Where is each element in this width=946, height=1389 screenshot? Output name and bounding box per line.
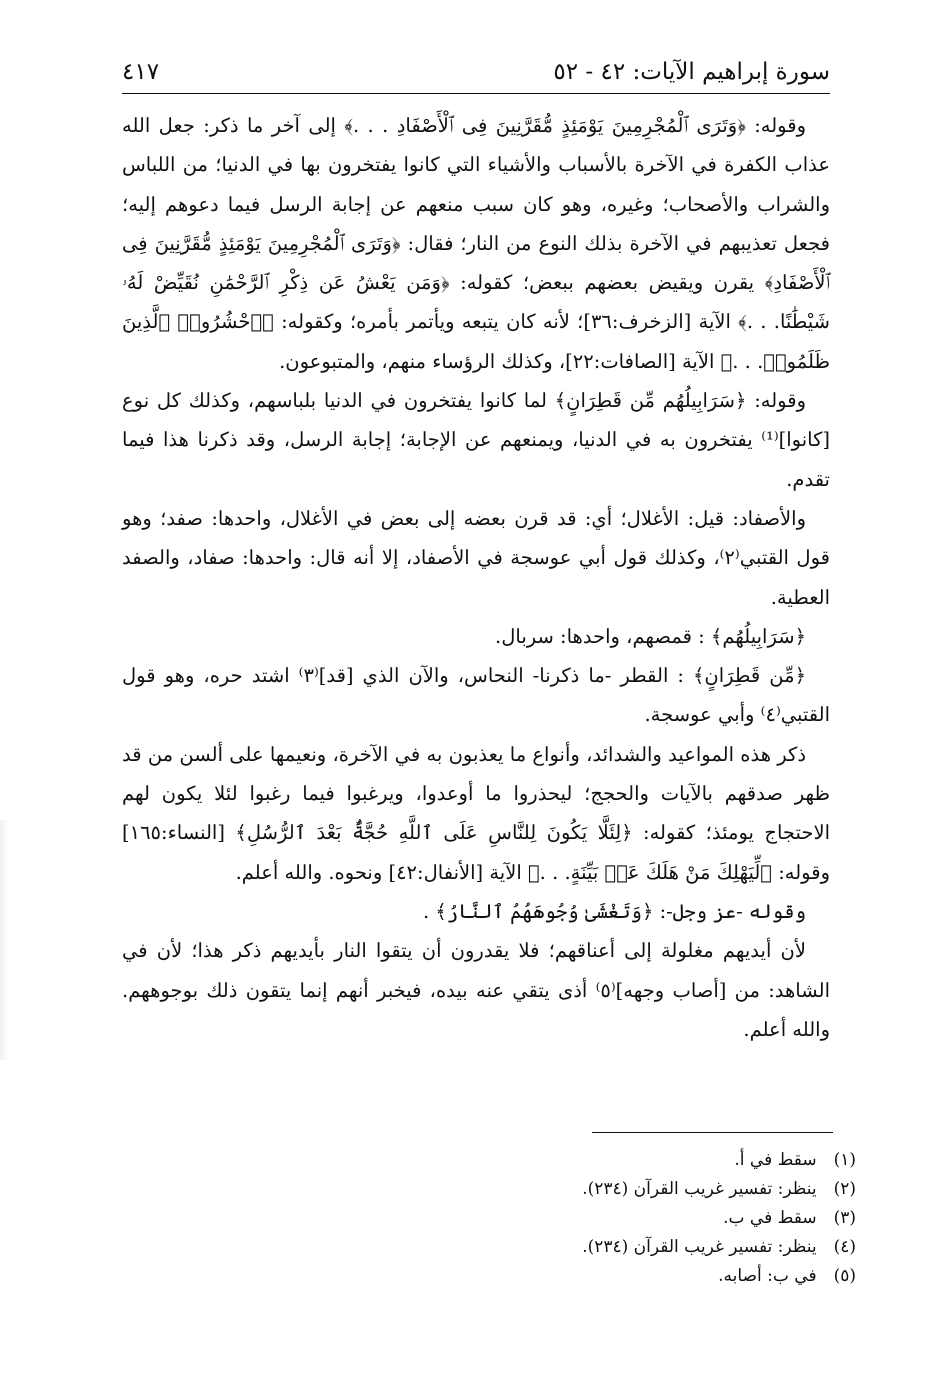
paragraph: وقوله: ﴿سَرَابِيلُهُم مِّن قَطِرَانٍ﴾ لما كانوا يفتخرون في الدنيا بلباسهم، وكذلك كل نوع [كانوا]⁽¹⁾ يفتخرون به في الدنيا، ويمنعهم عن الإجابة؛ إجابة الرسل، وقد ذكرنا هذا فيما تقدم. xyxy=(122,389,830,491)
footnote xyxy=(122,1262,856,1291)
paragraph: وقوله -عز وجل-: ﴿وَتَغْشَىٰ وُجُوهَهُمُ ٱلنَّارُ﴾ . xyxy=(422,899,806,923)
paragraph: والأصفاد: قيل: الأغلال؛ أي: قد قرن بعضه إلى بعض في الأغلال، واحدها: صفد؛ وهو قول القتبي⁽٢⁾، وكذلك قول أبي عوسجة في الأصفاد، إلا أنه قال: واحدها: صفاد، والصفد العطية. xyxy=(122,506,830,609)
paragraph: ذكر هذه المواعيد والشدائد، وأنواع ما يعذبون به في الآخرة، ونعيمها على ألسن من قد ظهر صدقهم بالآيات والحجج؛ ليحذروا ما أوعدوا، ويرغبوا فيما رغبوا لئلا يكون لهم الاحتجاج يومئذ؛ كقوله: ﴿لِئَلَّا يَكُونَ لِلنَّاسِ عَلَى ٱللَّهِ حُجَّةٌۢ بَعْدَ ٱلرُّسُلِ﴾ [النساء:١٦٥] وقوله: ﴿لِّيَهْلِكَ مَنْ هَلَكَ عَنۢ بَيِّنَةٍ. . .﴾ الآية [الأنفال:٤٢] ونحوه. والله أعلم. xyxy=(122,742,830,884)
page-header xyxy=(122,52,830,92)
footnote-number: (١) xyxy=(833,1150,856,1170)
page-number: ٤١٧ xyxy=(122,59,160,85)
footnote xyxy=(122,1233,856,1262)
paragraph: لأن أيديهم مغلولة إلى أعناقهم؛ فلا يقدرون أن يتقوا النار بأيديهم ذكر هذا؛ لأن في الشاهد: من [أصاب وجهه]⁽٥⁾ أذى يتقي عنه بيده، فيخبر أنهم إنما يتقون ذلك بوجوههم. والله أعلم. xyxy=(122,939,830,1041)
running-title: سورة إبراهيم الآيات: ٤٢ - ٥٢ xyxy=(553,59,830,85)
footnote-text: في ب: أصابه. xyxy=(718,1266,817,1286)
footnote-number: (٥) xyxy=(833,1266,856,1286)
main-text xyxy=(122,106,830,1049)
footnote xyxy=(122,1146,856,1175)
footnote-text: سقط في أ. xyxy=(734,1150,817,1170)
footnote-text: ينظر: تفسير غريب القرآن (٢٣٤). xyxy=(582,1237,817,1257)
paragraph: وقوله: ﴿وَتَرَى ٱلْمُجْرِمِينَ يَوْمَئِذٍ مُّقَرَّنِينَ فِى ٱلْأَصْفَادِ . . .﴾ إلى آخر ما ذكر: جعل الله عذاب الكفرة في الآخرة بالأسباب والأشياء التي كانوا يفتخرون بها في الدنيا؛ من اللباس والشراب والأصحاب؛ وغيره، وهو كان سبب منعهم عن إجابة الرسل فيما دعوهم إليه؛ فجعل تعذيبهم في الآخرة بذلك النوع من النار؛ فقال: ﴿وَتَرَى ٱلْمُجْرِمِينَ يَوْمَئِذٍ مُّقَرَّنِينَ فِى ٱلْأَصْفَادِ﴾ يقرن ويقيض بعضهم ببعض؛ كقوله: ﴿وَمَن يَعْشُ عَن ذِكْرِ ٱلرَّحْمَٰنِ نُقَيِّضْ لَهُۥ شَيْطَٰنًا. . .﴾ الآية [الزخرف:٣٦]؛ لأنه كان يتبعه ويأتمر بأمره؛ وكقوله: ﴿ٱحْشُرُوا۟ ٱلَّذِينَ ظَلَمُوا۟. . .﴾ الآية [الصافات:٢٢]، وكذلك الرؤساء منهم، والمتبوعون. xyxy=(122,114,830,373)
footnote-number: (٢) xyxy=(833,1179,856,1199)
footnote-text: سقط في ب. xyxy=(723,1208,817,1228)
footnote-number: (٤) xyxy=(833,1237,856,1257)
header-divider xyxy=(122,93,830,94)
footnotes xyxy=(122,1146,856,1291)
footnote xyxy=(122,1175,856,1204)
footnote-text: ينظر: تفسير غريب القرآن (٢٣٤). xyxy=(582,1179,817,1199)
footnote-number: (٣) xyxy=(833,1208,856,1228)
footnote xyxy=(122,1204,856,1233)
scan-edge-shadow xyxy=(0,820,8,1060)
footnote-divider xyxy=(592,1132,833,1133)
paragraph: ﴿مِّن قَطِرَانٍ﴾ : القطر -ما ذكرنا- النحاس، والآن الذي [قد]⁽٣⁾ اشتد حره، وهو قول القتبي⁽٤⁾ وأبي عوسجة. xyxy=(122,664,830,727)
paragraph: ﴿سَرَابِيلُهُم﴾ : قمصهم، واحدها: سربال. xyxy=(495,624,806,648)
